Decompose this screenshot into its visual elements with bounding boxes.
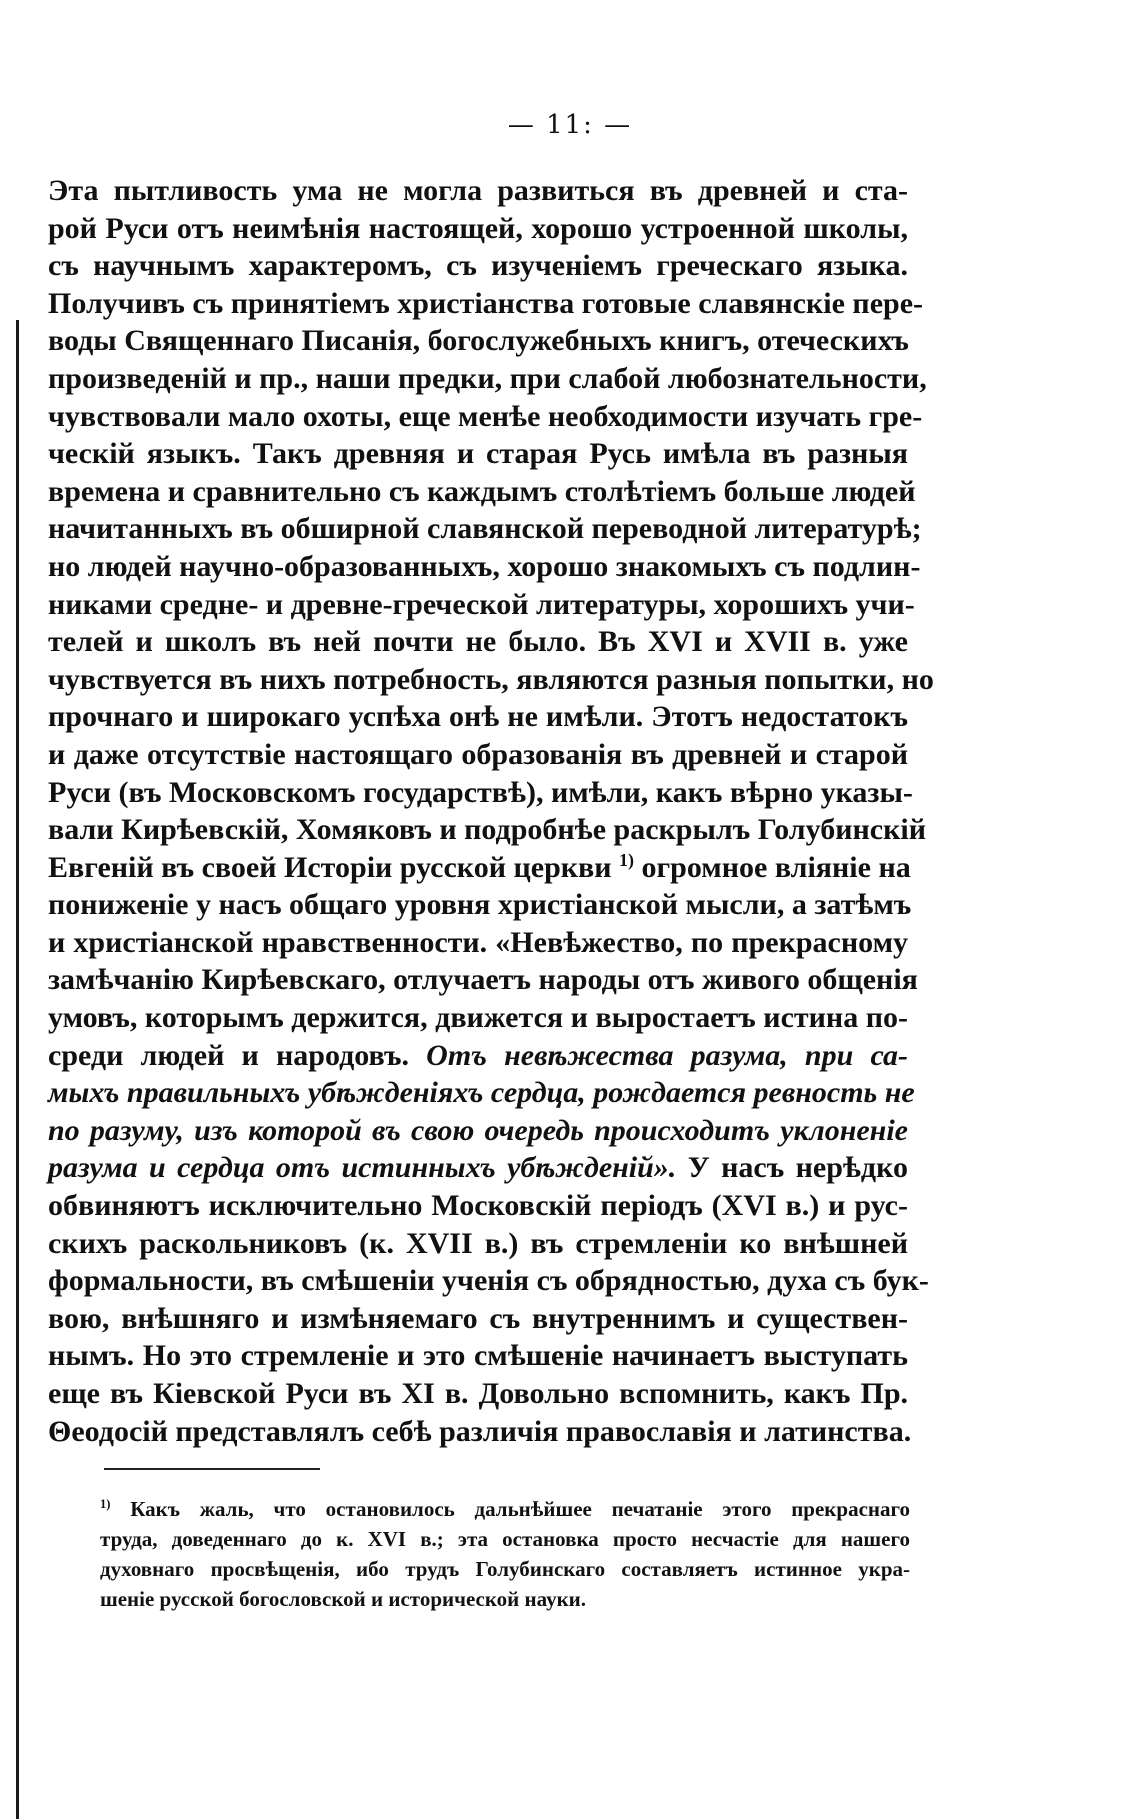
text-line: ческій языкъ. Такъ древняя и старая Русь имѣла въ разныя [48, 437, 908, 471]
text-line [48, 1037, 908, 1075]
text-fragment: У насъ нерѣдко [687, 1151, 908, 1185]
text-line: нымъ. Но это стремленіе и это смѣшеніе начинаетъ выступать [48, 1339, 908, 1373]
text-line: еще въ Кіевской Руси въ XI в. Довольно вспомнить, какъ Пр. [48, 1377, 908, 1410]
text-line: вали Кирѣевскій, Хомяковъ и подробнѣе раскрылъ Голубинскій [48, 813, 926, 847]
text-line: чувствовали мало охоты, еще менѣе необходимости изучать гре- [48, 399, 923, 433]
text-line [48, 1112, 908, 1150]
footnote-marker: 1) [100, 1497, 111, 1511]
main-text [48, 172, 934, 1450]
text-line: замѣчанію Кирѣевскаго, отлучаетъ народы отъ живого общенія [48, 963, 918, 997]
text-line: формальности, въ смѣшеніи ученія съ обрядностью, духа съ бук- [48, 1264, 929, 1298]
text-line: Эта пытливость ума не могла развиться въ древней и ста- [48, 174, 908, 207]
footnote-line [100, 1494, 910, 1524]
text-line: Θеодосій представлялъ себѣ различія православія и латинства. [48, 1414, 912, 1448]
text-line: пониженіе у насъ общаго уровня христіанской мысли, а затѣмъ [48, 888, 912, 922]
text-line [48, 849, 911, 887]
footnote-separator [104, 1468, 320, 1470]
italic-quote: по разуму, изъ которой въ свою очередь происходитъ уклоненіе [48, 1113, 908, 1147]
italic-quote: мыхъ правильныхъ убѣжденіяхъ сердца, рождается ревность не [48, 1076, 915, 1110]
page-number: — 11: — [507, 110, 633, 140]
footnote-line: духовнаго просвѣщенія, ибо трудъ Голубинскаго составляетъ истинное укра- [100, 1557, 910, 1581]
text-line: времена и сравнительно съ каждымъ столѣтіемъ больше людей [48, 474, 916, 508]
italic-quote: Отъ невѣжества разума, при са- [426, 1038, 908, 1072]
text-line: но людей научно-образованныхъ, хорошо знакомыхъ съ подлин- [48, 549, 921, 583]
footnote-line: шеніе русской богословской и исторической науки. [100, 1587, 587, 1611]
text-line: рой Руси отъ неимѣнія настоящей, хорошо устроенной школы, [48, 211, 908, 245]
text-line: умовъ, которымъ держится, движется и выростаетъ истина по- [48, 1001, 908, 1035]
text-fragment: Какъ жаль, что остановилось дальнѣйшее печатаніе этого прекраснаго [130, 1497, 911, 1521]
text-line: скихъ раскольниковъ (к. XVII в.) въ стремленіи ко внѣшней [48, 1226, 908, 1260]
text-line: прочнаго и широкаго успѣха онѣ не имѣли. Этотъ недостатокъ [48, 700, 908, 734]
text-line: вою, внѣшняго и измѣняемаго съ внутреннимъ и существен- [48, 1301, 908, 1335]
text-line: съ научнымъ характеромъ, съ изученіемъ греческаго языка. [48, 249, 908, 283]
footnote [100, 1494, 910, 1614]
text-line: телей и школъ въ ней почти не было. Въ XVI и XVII в. уже [48, 625, 908, 659]
text-fragment: огромное вліяніе на [641, 850, 911, 884]
page-edge-shadow [16, 320, 19, 1819]
text-line [48, 1074, 915, 1112]
text-line: обвиняютъ исключительно Московскій періодъ (XVI в.) и рус- [48, 1189, 908, 1223]
text-line: произведеній и пр., наши предки, при слабой любознательности, [48, 361, 927, 395]
text-fragment: Евгеній въ своей Исторіи русской церкви [48, 850, 612, 884]
text-line: начитанныхъ въ обширной славянской переводной литературѣ; [48, 512, 922, 546]
text-line: и даже отсутствіе настоящаго образованія въ древней и старой [48, 737, 908, 771]
text-line [48, 1149, 908, 1187]
footnote-line: труда, доведеннаго до к. XVI в.; эта остановка просто несчастіе для нашего [100, 1527, 910, 1551]
text-line: Руси (въ Московскомъ государствѣ), имѣли, какъ вѣрно указы- [48, 775, 913, 809]
text-line: никами средне- и древне-греческой литературы, хорошихъ учи- [48, 587, 915, 621]
text-line: воды Священнаго Писанія, богослужебныхъ книгъ, отеческихъ [48, 324, 909, 358]
text-fragment: среди людей и народовъ. [48, 1038, 409, 1072]
italic-quote: разума и сердца отъ истинныхъ убѣжденій». [48, 1151, 677, 1185]
footnote-reference: 1) [619, 849, 635, 870]
text-line: Получивъ съ принятіемъ христіанства готовые славянскіе пере- [48, 286, 924, 320]
text-line: чувствуется въ нихъ потребность, являются разныя попытки, но [48, 662, 934, 696]
text-line: и христіанской нравственности. «Невѣжество, по прекрасному [48, 925, 908, 959]
